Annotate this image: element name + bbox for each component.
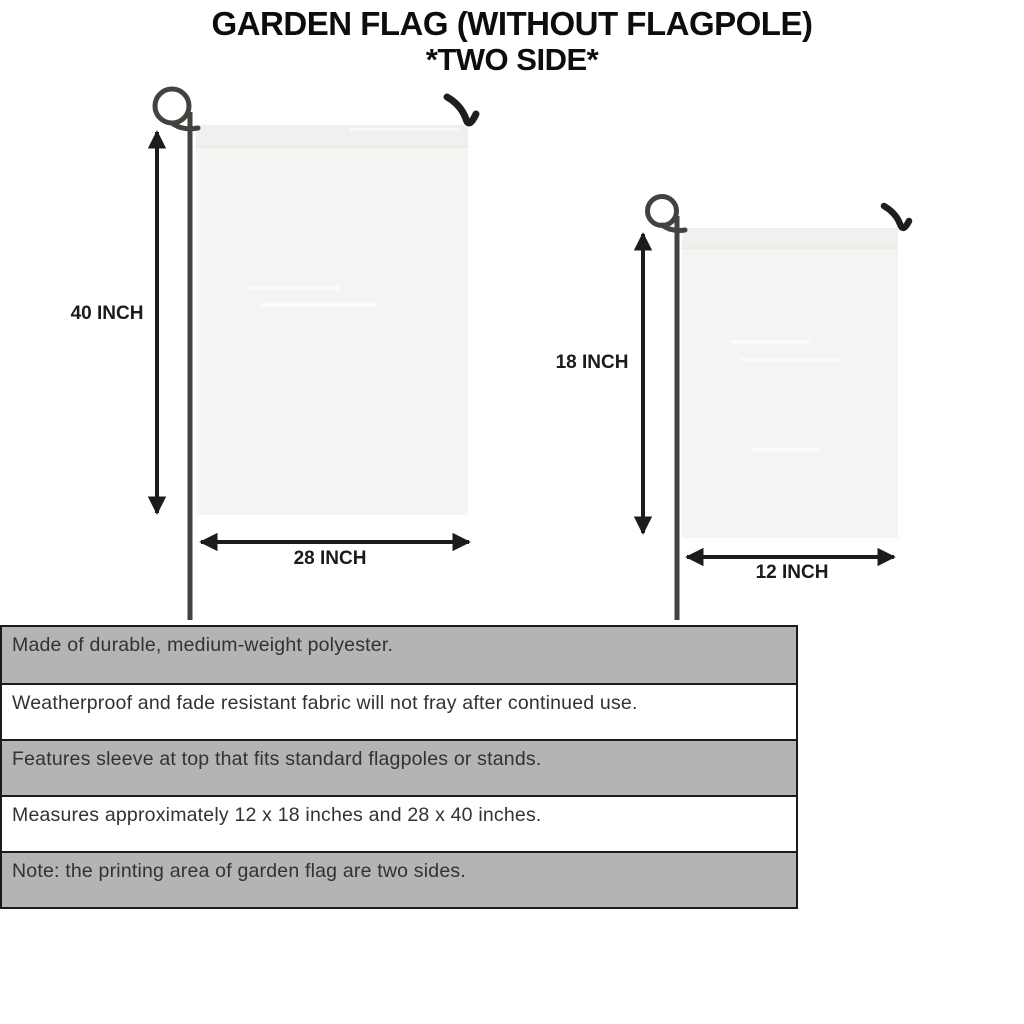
feature-row-note: Note: the printing area of garden flag are two sides. <box>2 851 796 907</box>
large-flag-group <box>155 89 476 620</box>
small-flag-fabric <box>682 228 898 538</box>
feature-row-weatherproof: Weatherproof and fade resistant fabric will not fray after continued use. <box>2 683 796 739</box>
small-flag-group <box>643 197 909 621</box>
product-features-panel <box>0 625 798 909</box>
feature-row-measures: Measures approximately 12 x 18 inches and 28 x 40 inches. <box>2 795 796 851</box>
feature-row-sleeve: Features sleeve at top that fits standard flagpoles or stands. <box>2 739 796 795</box>
small-flag-width-label: 12 INCH <box>755 562 829 583</box>
large-flag-height-label: 40 INCH <box>70 303 144 324</box>
small-flag-sleeve <box>682 228 898 247</box>
large-flag-fabric <box>196 125 468 515</box>
small-hanger-hook-icon <box>884 206 909 228</box>
page-title-line2: *TWO SIDE* <box>425 42 599 78</box>
large-flagpole-with-loop-icon <box>155 89 198 620</box>
large-hanger-hook-icon <box>447 97 476 123</box>
page-title-line1: GARDEN FLAG (WITHOUT FLAGPOLE) <box>211 5 813 42</box>
small-flag-height-label: 18 INCH <box>555 352 629 373</box>
feature-row-material: Made of durable, medium-weight polyester. <box>2 627 796 683</box>
small-flagpole-with-loop-icon <box>648 197 686 621</box>
large-flag-width-label: 28 INCH <box>293 548 367 569</box>
